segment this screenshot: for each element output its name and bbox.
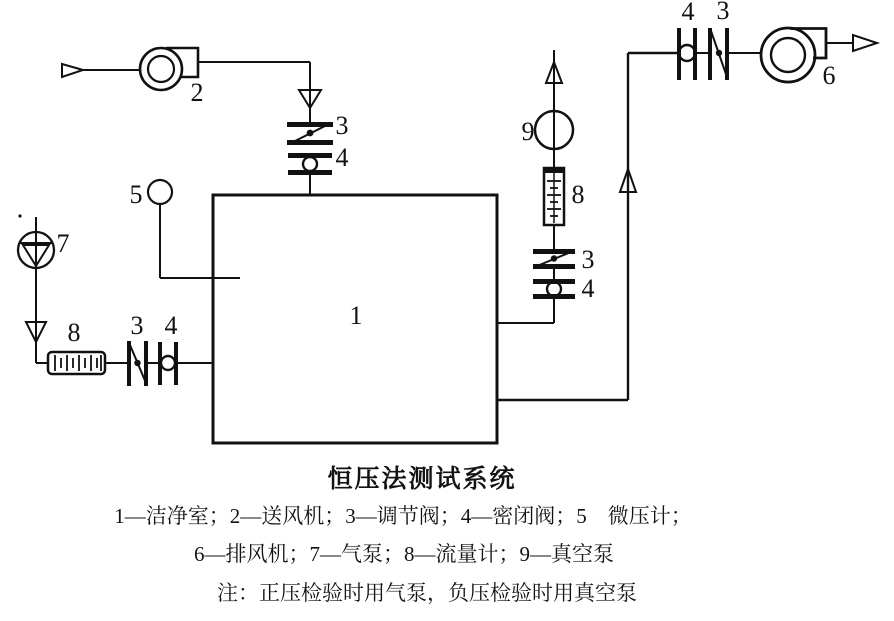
sealing-valve-topright-label: 4	[681, 0, 695, 26]
pipe-supply-duct	[198, 62, 310, 122]
sealing-valve-left-icon	[158, 342, 213, 385]
micromanometer-label: 5	[129, 180, 143, 209]
flowmeter-right-icon	[544, 168, 564, 225]
exhaust-fan-icon	[761, 28, 853, 82]
regulating-valve-top-icon	[287, 122, 333, 145]
flowmeter-left-label: 8	[67, 318, 81, 347]
legend-note: 注：正压检验时用气泵，负压检验时用真空泵	[217, 581, 637, 605]
exhaust-fan-label: 6	[822, 61, 836, 90]
sealing-valve-left-label: 4	[164, 311, 178, 340]
sealing-valve-top-icon	[288, 153, 332, 196]
regulating-valve-left-label: 3	[130, 311, 144, 340]
sealing-valve-top-label: 4	[335, 143, 349, 172]
regulating-valve-topright-icon	[708, 28, 761, 80]
inlet-arrow-icon	[62, 64, 141, 77]
sealing-valve-topright-icon	[677, 28, 708, 80]
regulating-valve-right-label: 3	[581, 245, 595, 274]
diagram-title: 恒压法测试系统	[327, 466, 517, 493]
stray-dot	[18, 214, 21, 217]
flowmeter-right-label: 8	[571, 180, 585, 209]
outlet-arrow-icon	[853, 35, 877, 51]
pipe-exhaust-riser	[497, 53, 677, 400]
supply-fan-icon	[140, 48, 198, 90]
legend-line-2: 6—排风机；7—气泵；8—流量计；9—真空泵	[194, 542, 614, 566]
regulating-valve-topright-label: 3	[716, 0, 730, 25]
sealing-valve-right-label: 4	[581, 274, 595, 303]
cleanroom-label: 1	[349, 301, 363, 330]
regulating-valve-right-icon	[533, 249, 575, 269]
flowmeter-left-icon	[48, 352, 127, 374]
sealing-valve-right-icon	[533, 279, 575, 299]
air-pump-label: 7	[56, 229, 70, 258]
regulating-valve-top-label: 3	[335, 111, 349, 140]
legend-line-1: 1—洁净室；2—送风机；3—调节阀；4—密闭阀；5 微压计；	[114, 504, 692, 528]
vacuum-pump-label: 9	[521, 117, 535, 146]
supply-fan-label: 2	[190, 78, 204, 107]
regulating-valve-left-icon	[127, 341, 158, 386]
